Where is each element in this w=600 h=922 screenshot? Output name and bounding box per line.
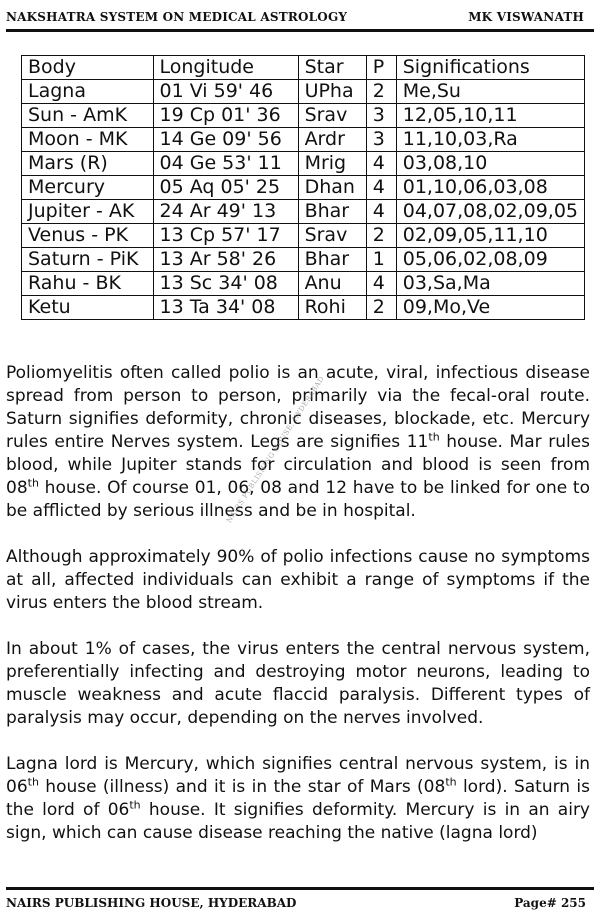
body-cell: Lagna <box>22 80 154 104</box>
longitude-cell: 13 Sc 34' 08 <box>153 272 298 296</box>
body-cell: Mercury <box>22 176 154 200</box>
publisher-name: NAIRS PUBLISHING HOUSE, HYDERABAD <box>6 896 297 910</box>
significations-cell: 04,07,08,02,09,05 <box>396 200 584 224</box>
longitude-cell: 13 Ar 58' 26 <box>153 248 298 272</box>
superscript-th: th <box>428 430 440 444</box>
significations-cell: 12,05,10,11 <box>396 104 584 128</box>
star-cell: Srav <box>298 104 366 128</box>
star-cell: UPha <box>298 80 366 104</box>
longitude-cell: 14 Ge 09' 56 <box>153 128 298 152</box>
longitude-cell: 01 Vi 59' 46 <box>153 80 298 104</box>
superscript-th: th <box>27 775 39 789</box>
longitude-cell: 13 Cp 57' 17 <box>153 224 298 248</box>
page-number: Page# 255 <box>514 896 586 910</box>
footer-rule <box>6 887 594 890</box>
column-header-star: Star <box>298 56 366 80</box>
longitude-cell: 19 Cp 01' 36 <box>153 104 298 128</box>
body-cell: Rahu - BK <box>22 272 154 296</box>
pada-cell: 2 <box>366 80 396 104</box>
body-cell: Jupiter - AK <box>22 200 154 224</box>
star-cell: Anu <box>298 272 366 296</box>
table-row <box>22 176 585 200</box>
watermark: NAIRS PUBLISHING HOUSE, HYDERABAD <box>225 374 326 525</box>
pada-cell: 4 <box>366 200 396 224</box>
longitude-cell: 13 Ta 34' 08 <box>153 296 298 320</box>
significations-cell: 09,Mo,Ve <box>396 296 584 320</box>
significations-cell: 02,09,05,11,10 <box>396 224 584 248</box>
star-cell: Rohi <box>298 296 366 320</box>
table-row <box>22 224 585 248</box>
pada-cell: 4 <box>366 272 396 296</box>
paragraph-symptoms: Although approximately 90% of polio infections cause no symptoms at all, affected individuals can exhibit a range of symptoms if the virus enters the blood stream. <box>6 547 590 613</box>
body-text <box>6 362 590 868</box>
pada-cell: 3 <box>366 128 396 152</box>
table-row <box>22 104 585 128</box>
table-row <box>22 296 585 320</box>
pada-cell: 2 <box>366 296 396 320</box>
superscript-th: th <box>445 775 457 789</box>
column-header-pada: P <box>366 56 396 80</box>
book-title: NAKSHATRA SYSTEM ON MEDICAL ASTROLOGY <box>6 10 348 24</box>
page-footer <box>6 894 594 914</box>
significations-cell: 03,08,10 <box>396 152 584 176</box>
column-header-longitude: Longitude <box>153 56 298 80</box>
pada-cell: 4 <box>366 176 396 200</box>
star-cell: Bhar <box>298 200 366 224</box>
pada-cell: 4 <box>366 152 396 176</box>
significations-cell: 01,10,06,03,08 <box>396 176 584 200</box>
star-cell: Ardr <box>298 128 366 152</box>
column-header-significations: Significations <box>396 56 584 80</box>
star-cell: Bhar <box>298 248 366 272</box>
significations-cell: Me,Su <box>396 80 584 104</box>
superscript-th: th <box>27 476 39 490</box>
body-cell: Venus - PK <box>22 224 154 248</box>
table-header-row <box>22 56 585 80</box>
table-row <box>22 128 585 152</box>
superscript-th: th <box>129 798 141 812</box>
planet-table <box>21 55 585 320</box>
longitude-cell: 04 Ge 53' 11 <box>153 152 298 176</box>
table-row <box>22 200 585 224</box>
paragraph-polio-intro: Poliomyelitis often called polio is an acute, viral, infectious disease spread from person to person, primarily via the fecal-oral route. Saturn signifies deformity, chronic diseases, blockade, etc. Mercury rules entire Nerves system. Legs are signifies 11th house. Mar rules blood, while Jupiter stands for circulation and blood is seen from 08th house. Of course 01, 06, 08 and 12 have to be linked for one to be afflicted by serious illness and be in hospital. <box>6 363 591 521</box>
significations-cell: 11,10,03,Ra <box>396 128 584 152</box>
table-row <box>22 80 585 104</box>
body-cell: Mars (R) <box>22 152 154 176</box>
column-header-body: Body <box>22 56 154 80</box>
paragraph-lagna-lord: Lagna lord is Mercury, which signifies central nervous system, is in 06th house (illness) and it is in the star of Mars (08th lord). Saturn is the lord of 06th house. It signifies deformity. Mercury is in an airy sign, which can cause disease reaching the native (lagna lord) <box>6 754 590 843</box>
header-rule <box>6 29 594 32</box>
significations-cell: 03,Sa,Ma <box>396 272 584 296</box>
body-cell: Moon - MK <box>22 128 154 152</box>
table-row <box>22 152 585 176</box>
significations-cell: 05,06,02,08,09 <box>396 248 584 272</box>
author-name: MK VISWANATH <box>468 10 584 24</box>
paragraph-nervous-system: In about 1% of cases, the virus enters the central nervous system, preferentially infecting and destroying motor neurons, leading to muscle weakness and acute flaccid paralysis. Different types of paralysis may occur, depending on the nerves involved. <box>6 639 590 728</box>
pada-cell: 2 <box>366 224 396 248</box>
star-cell: Srav <box>298 224 366 248</box>
star-cell: Mrig <box>298 152 366 176</box>
body-cell: Saturn - PiK <box>22 248 154 272</box>
body-cell: Sun - AmK <box>22 104 154 128</box>
page-header <box>6 6 594 28</box>
pada-cell: 1 <box>366 248 396 272</box>
pada-cell: 3 <box>366 104 396 128</box>
table-row <box>22 272 585 296</box>
longitude-cell: 24 Ar 49' 13 <box>153 200 298 224</box>
body-cell: Ketu <box>22 296 154 320</box>
longitude-cell: 05 Aq 05' 25 <box>153 176 298 200</box>
star-cell: Dhan <box>298 176 366 200</box>
table-row <box>22 248 585 272</box>
